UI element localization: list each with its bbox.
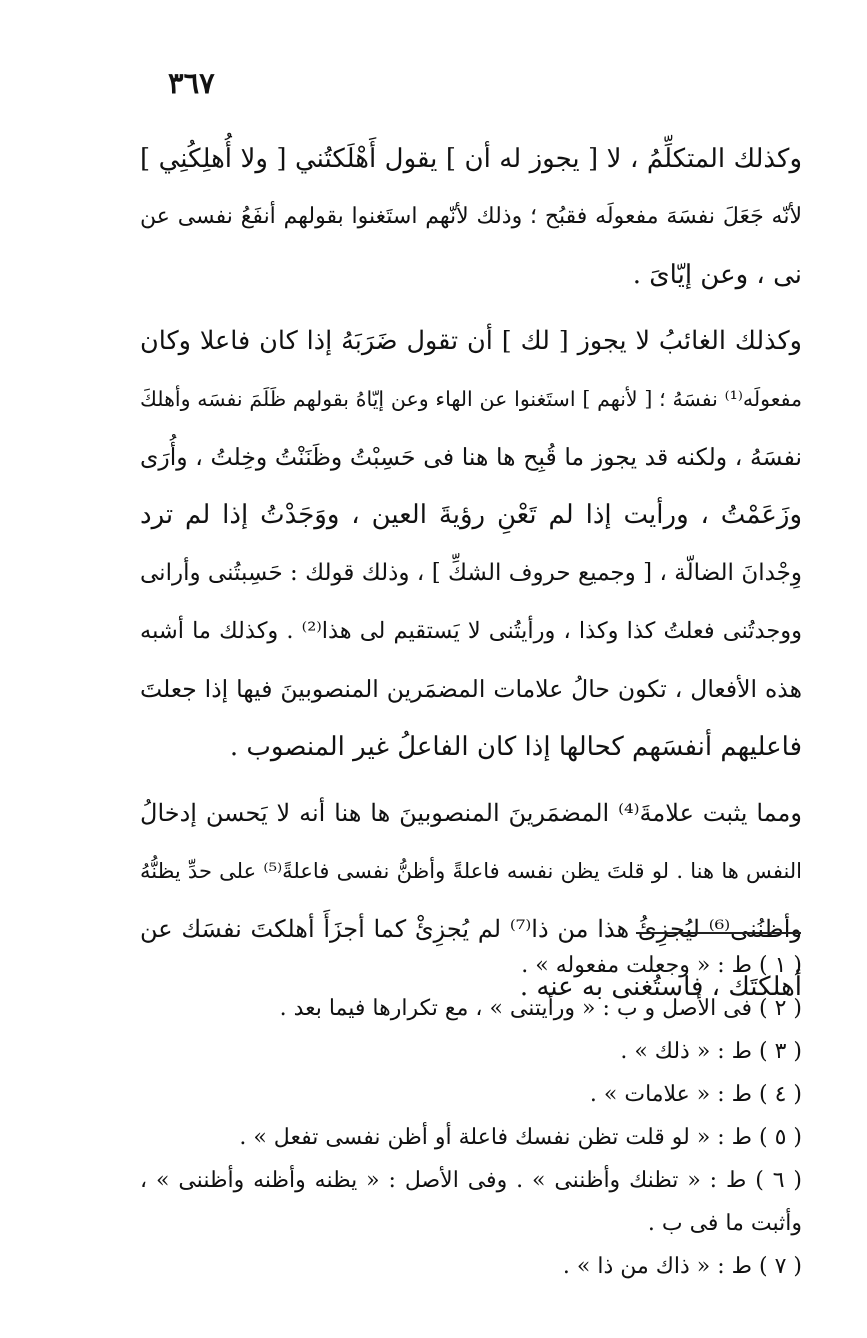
footnote-6-continued: وأثبت ما فى ب . — [647, 1211, 802, 1236]
text-line: وأظنُنى⁽⁶⁾ ليُجزِئُ هذا من ذا⁽⁷⁾ لم يُجزِئْ كما أجزَأَ أهلكتَ نفسَك عن — [140, 915, 803, 943]
text-line: مفعولَه⁽¹⁾ نفسَهُ ؛ [ لأنهم ] استَغنوا عن الهاء وعن إيّاهُ بقولهم ظَلَمَ نفسَه وأهلكَ — [140, 387, 802, 411]
page-number: ٣٦٧ — [168, 66, 215, 100]
footnote-1: ( ١ ) ط : « وجعلت مفعوله » . — [521, 953, 802, 978]
text-line: نفسَهُ ، ولكنه قد يجوز ما قُبِح ها هنا فى حَسِبْتُ وظَنَنْتُ وخِلتُ ، وأُرَى — [140, 443, 802, 471]
text-line: وكذلك المتكلِّمُ ، لا [ يجوز له أن ] يقول أَهْلَكتُني [ ولا أُهلِكُنِي ] — [140, 144, 802, 174]
text-line: وكذلك الغائبُ لا يجوز [ لك ] أن تقول ضَرَبَهُ إذا كان فاعلا وكان — [140, 326, 802, 356]
footnote-divider — [636, 932, 801, 934]
footnote-7: ( ٧ ) ط : « ذاك من ذا » . — [562, 1254, 802, 1279]
main-text — [140, 130, 802, 1016]
text-line: وزَعَمْتُ ، ورأيت إذا لم تَعْنِ رؤيةَ العين ، ووَجَدْتُ إذا لم ترد — [140, 500, 802, 530]
text-line: أهلكتَك ، فاستُغنى به عنه . — [519, 972, 802, 1002]
paragraph-gap — [140, 776, 802, 784]
footnote-3: ( ٣ ) ط : « ذلك » . — [620, 1039, 802, 1064]
footnote-2: ( ٢ ) فى الأصل و ب : « ورأيتنى » ، مع تكرارها فيما بعد . — [279, 996, 802, 1021]
footnote-4: ( ٤ ) ط : « علامات » . — [589, 1082, 802, 1107]
text-line: لأنّه جَعَلَ نفسَهَ مفعولَه فقبُح ؛ وذلك لأنّهم استَغنوا بقولهم أنفَعُ نفسى عن — [140, 204, 802, 229]
text-line: نى ، وعن إيّاىَ . — [632, 260, 802, 290]
paragraph-1 — [140, 130, 802, 304]
footnote-5: ( ٥ ) ط : « لو قلت تظن نفسك فاعلة أو أظن نفسى تفعل » . — [239, 1125, 802, 1150]
paragraph-gap — [140, 304, 802, 312]
paragraph-2 — [140, 312, 802, 776]
text-line: فاعليهم أنفسَهم كحالها إذا كان الفاعلُ غير المنصوب . — [229, 732, 802, 762]
text-line: ووجدتُنى فعلتُ كذا وكذا ، ورأيتُنى لا يَستقيم لى هذا⁽²⁾ . وكذلك ما أشبه — [140, 618, 802, 644]
footnotes — [140, 944, 802, 1288]
text-line: النفس ها هنا . لو قلتَ يظن نفسه فاعلةً وأظنُّ نفسى فاعلةً⁽⁵⁾ على حدِّ يظنُّهُ — [140, 859, 803, 883]
text-line: هذه الأفعال ، تكون حالُ علامات المضمَرين المنصوبينَ فيها إذا جعلتَ — [140, 675, 802, 703]
footnote-6: ( ٦ ) ط : « تظنك وأظننى » . وفى الأصل : « يظنه وأظنه وأظننى » ، — [140, 1168, 803, 1193]
text-line: ومما يثبت علامةَ⁽⁴⁾ المضمَرينَ المنصوبينَ ها هنا أنه لا يَحسن إدخالُ — [140, 799, 802, 827]
text-line: وِجْدانَ الضالّة ، [ وجميع حروف الشكِّ ] ، وذلك قولك : حَسِبتُنى وأرانى — [140, 560, 802, 586]
